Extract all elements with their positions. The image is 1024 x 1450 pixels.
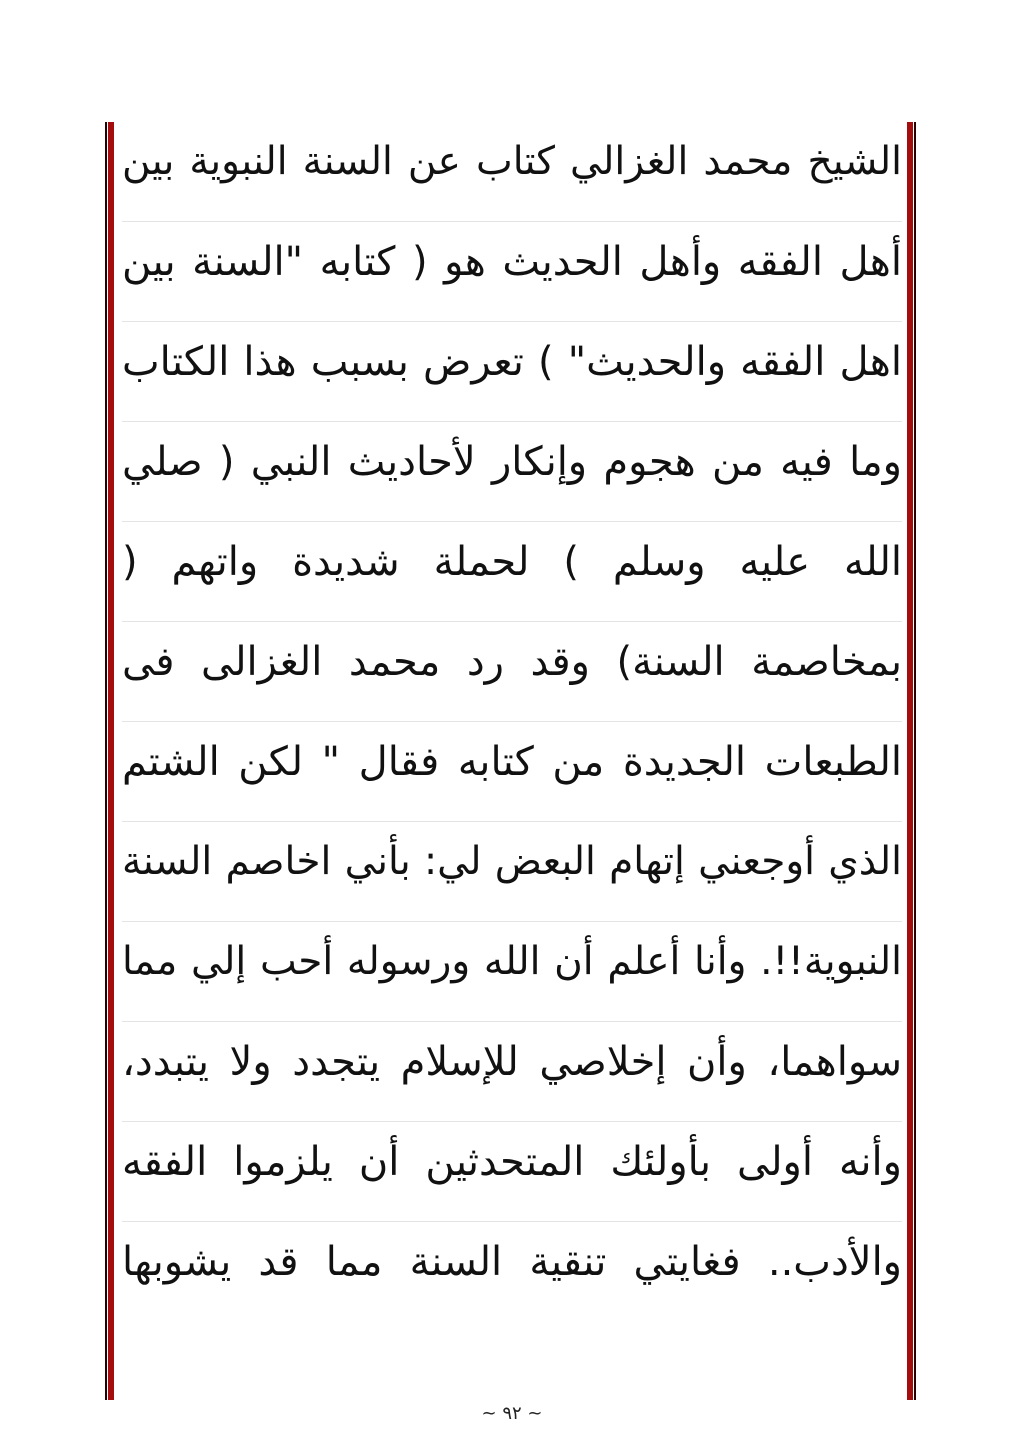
- text-line-1: الشيخ محمد الغزالي كتاب عن السنة النبوية بين: [122, 122, 902, 222]
- text-line-6: بمخاصمة السنة) وقد رد محمد الغزالى فى: [122, 622, 902, 722]
- text-line-5: الله عليه وسلم ) لحملة شديدة واتهم (: [122, 522, 902, 622]
- text-line-9: النبوية!!. وأنا أعلم أن الله ورسوله أحب إلي مما: [122, 922, 902, 1022]
- text-line-4: وما فيه من هجوم وإنكار لأحاديث النبي ( صلي: [122, 422, 902, 522]
- text-line-2: أهل الفقه وأهل الحديث هو ( كتابه "السنة بين: [122, 222, 902, 322]
- left-page-border: [105, 122, 115, 1400]
- text-line-10: سواهما، وأن إخلاصي للإسلام يتجدد ولا يتبدد،: [122, 1022, 902, 1122]
- text-line-3: اهل الفقه والحديث" ) تعرض بسبب هذا الكتاب: [122, 322, 902, 422]
- text-line-8: الذي أوجعني إتهام البعض لي: بأني اخاصم السنة: [122, 822, 902, 922]
- left-border-red-bar: [108, 122, 114, 1400]
- page-number: ~ ٩٢ ~: [481, 1403, 543, 1424]
- left-border-thin-line: [105, 122, 107, 1400]
- body-text: [122, 122, 902, 1322]
- right-border-red-bar: [907, 122, 913, 1400]
- right-page-border: [907, 122, 917, 1400]
- text-line-12: والأدب.. فغايتي تنقية السنة مما قد يشوبها: [122, 1239, 902, 1285]
- text-line-7: الطبعات الجديدة من كتابه فقال " لكن الشتم: [122, 722, 902, 822]
- right-border-thin-line: [914, 122, 916, 1400]
- text-line-11: وأنه أولى بأولئك المتحدثين أن يلزموا الفقه: [122, 1122, 902, 1222]
